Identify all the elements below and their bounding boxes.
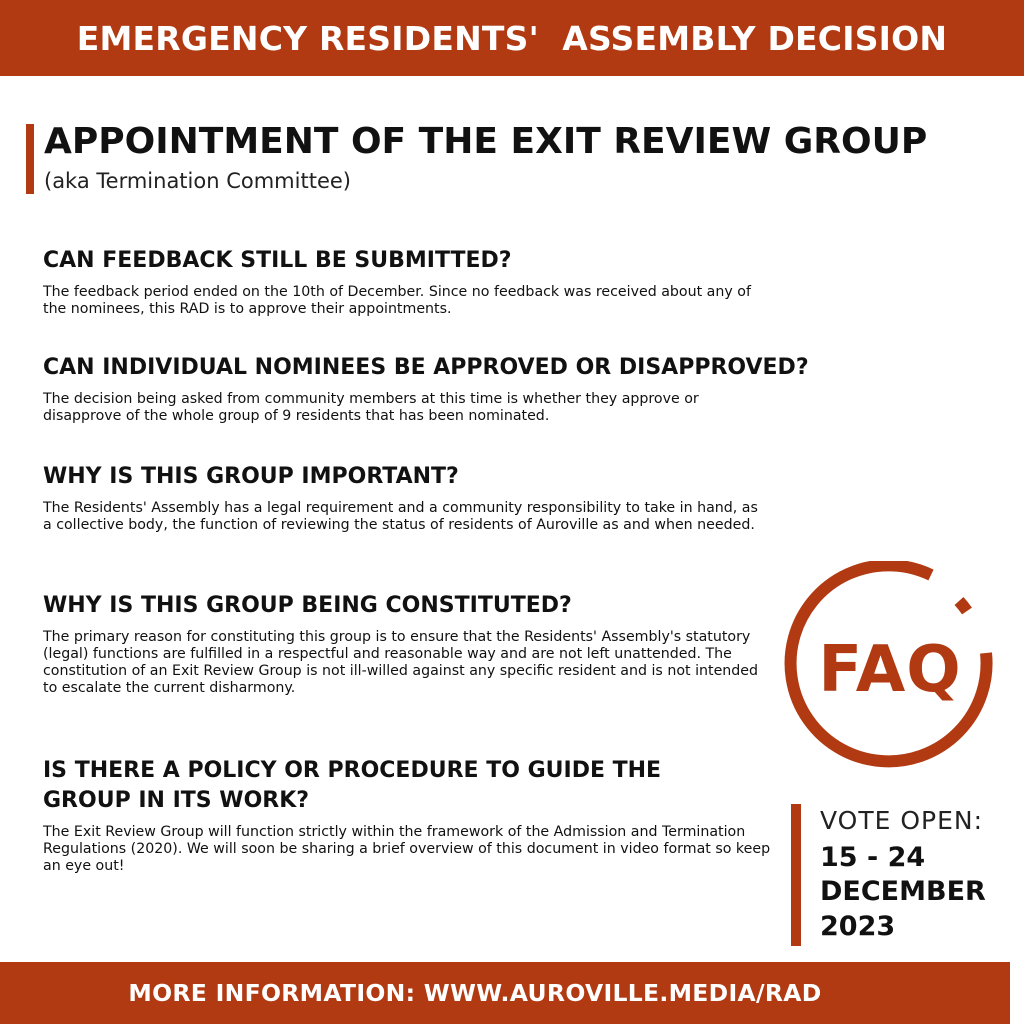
faq-answer: The feedback period ended on the 10th of December. Since no feedback was received about any of the nominees, this RAD is to approve their appointments. bbox=[43, 284, 751, 317]
vote-year: 2023 bbox=[820, 911, 896, 942]
faq-answer: The Residents' Assembly has a legal requirement and a community responsibility to take in hand, as a collective body, the function of reviewing the status of residents of Auroville as and when needed. bbox=[43, 500, 758, 533]
faq-item-policy bbox=[43, 756, 783, 875]
faq-question: CAN FEEDBACK STILL BE SUBMITTED? bbox=[43, 248, 512, 273]
page-title: APPOINTMENT OF THE EXIT REVIEW GROUP bbox=[44, 121, 928, 162]
faq-item-individual-nominees bbox=[43, 353, 903, 425]
faq-item-feedback bbox=[43, 246, 763, 318]
page-subtitle: (aka Termination Committee) bbox=[44, 169, 351, 193]
faq-question: IS THERE A POLICY OR PROCEDURE TO GUIDE THE GROUP IN ITS WORK? bbox=[43, 758, 662, 813]
faq-item-constitution bbox=[43, 591, 763, 697]
faq-item-importance bbox=[43, 462, 763, 534]
vote-accent-bar bbox=[791, 804, 801, 946]
faq-question: WHY IS THIS GROUP BEING CONSTITUTED? bbox=[43, 593, 572, 618]
header-banner bbox=[0, 0, 1024, 76]
title-accent-bar bbox=[26, 124, 34, 194]
header-title: EMERGENCY RESIDENTS' ASSEMBLY DECISION bbox=[76, 18, 948, 58]
vote-month: DECEMBER bbox=[820, 876, 986, 907]
faq-answer: The primary reason for constituting this group is to ensure that the Residents' Assembly's statutory (legal) functions are fulfilled in a respectful and reasonable way and are not left unattended. The constitution of an Exit Review Group is not ill-willed against any specific resident and is not intended to escalate the current disharmony. bbox=[43, 629, 759, 696]
footer-banner bbox=[0, 962, 1010, 1024]
faq-question: WHY IS THIS GROUP IMPORTANT? bbox=[43, 464, 459, 489]
faq-badge-label: FAQ bbox=[818, 633, 962, 707]
vote-dates: 15 - 24 bbox=[820, 842, 926, 873]
faq-question: CAN INDIVIDUAL NOMINEES BE APPROVED OR DISAPPROVED? bbox=[43, 355, 809, 380]
faq-answer: The decision being asked from community members at this time is whether they approve or disapprove of the whole group of 9 residents that has been nominated. bbox=[43, 391, 699, 424]
footer-info-link: MORE INFORMATION: WWW.AUROVILLE.MEDIA/RAD bbox=[128, 979, 822, 1007]
faq-answer: The Exit Review Group will function strictly within the framework of the Admission and Termination Regulations (2020). We will soon be sharing a brief overview of this document in video format so keep an eye out! bbox=[43, 824, 771, 874]
vote-open-label: VOTE OPEN: bbox=[820, 806, 984, 835]
